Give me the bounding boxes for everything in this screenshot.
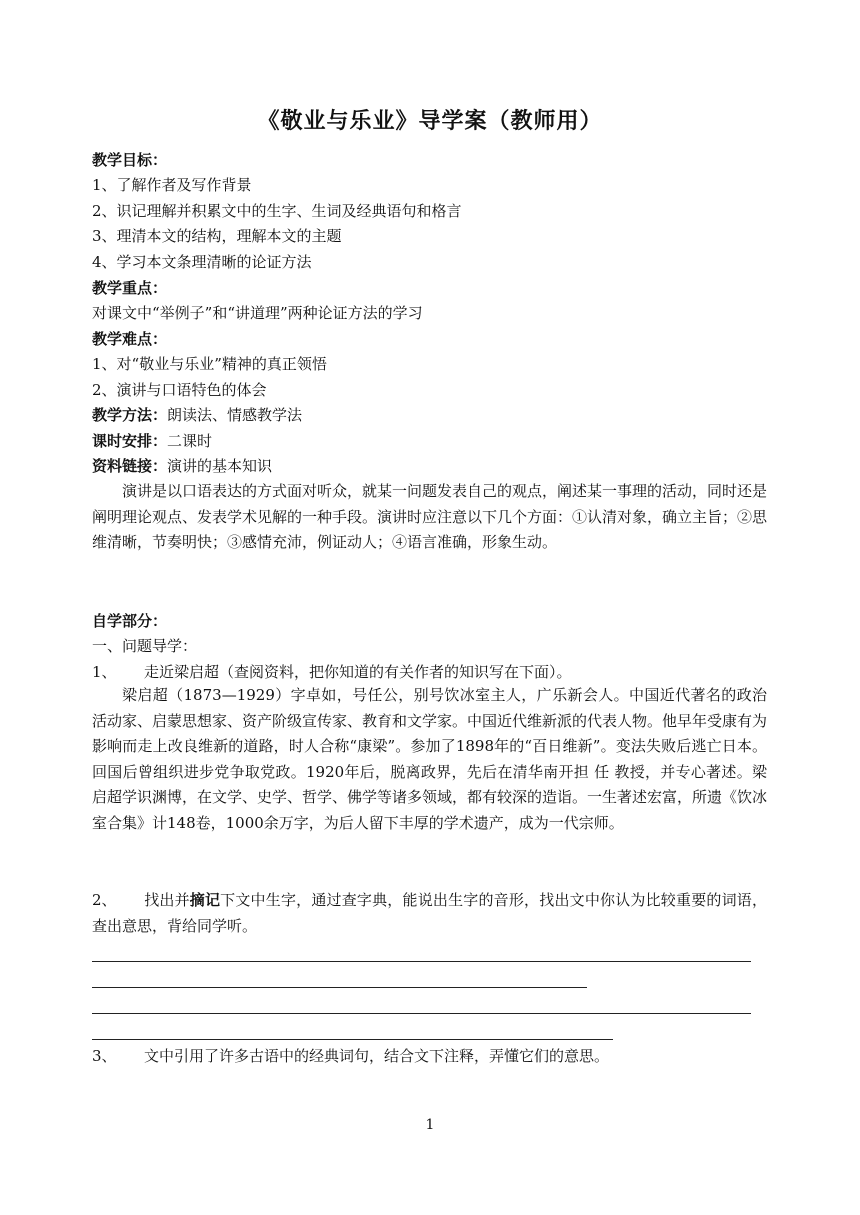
question-1 [92, 662, 572, 682]
page-title: 《敬业与乐业》导学案（教师用） [257, 108, 603, 134]
question-number: 1、 [92, 663, 117, 681]
goal-item: 4、学习本文条理清晰的论证方法 [92, 253, 312, 271]
method-value: 朗读法、情感教学法 [167, 406, 303, 424]
difficulty-item: 1、对“敬业与乐业”精神的真正领悟 [92, 355, 327, 373]
speech-paragraph: 演讲是以口语表达的方式面对听众，就某一问题发表自己的观点，阐述某一事理的活动，同时还是阐明理论观点、发表学术见解的一种手段。演讲时应注意以下几个方面：①认清对象，确立主旨；②思维清晰，节奏明快；③感情充沛，例证动人；④语言准确，形象生动。 [92, 482, 768, 552]
answer-line[interactable] [92, 987, 587, 988]
question-text: 文中引用了许多古语中的经典词句，结合文下注释，弄懂它们的意思。 [144, 1047, 610, 1065]
resource-row [92, 456, 272, 476]
question-text-pre: 找出并 [144, 891, 190, 909]
question-number: 2、 [92, 891, 117, 909]
goal-item: 2、识记理解并积累文中的生字、生词及经典语句和格言 [92, 202, 462, 220]
resource-label: 资料链接： [92, 457, 168, 475]
goal-item: 3、理清本文的结构，理解本文的主题 [92, 227, 342, 245]
difficulty-item: 2、演讲与口语特色的体会 [92, 381, 267, 399]
question-3 [92, 1046, 609, 1066]
page-number: 1 [425, 1117, 435, 1133]
answer-line[interactable] [92, 1013, 751, 1014]
question-text-post: 下文中生字，通过查字典，能说出生字的音形，找出文中你认为比较重要的词语，查出意思，背给同学听。 [92, 891, 767, 935]
schedule-label: 课时安排： [92, 432, 168, 450]
answer-line[interactable] [92, 1039, 613, 1040]
resource-value: 演讲的基本知识 [167, 457, 273, 475]
liang-qichao-paragraph: 梁启超（1873—1929）字卓如，号任公，别号饮冰室主人，广乐新会人。中国近代著名的政治活动家、启蒙思想家、资产阶级宣传家、教育和文学家。中国近代维新派的代表人物。他早年受康有为影响而走上改良维新的道路，时人合称“康梁”。参加了1898年的“百日维新”。变法失败后逃亡日本。回国后曾组织进步党争取党政。1920年后，脱离政界，先后在清华南开担 任 教授，并专心著述。梁启超学识渊博，在文学、史学、哲学、佛学等诸多领域，都有较深的造诣。一生著述宏富，所遗《饮冰室合集》计148卷，1000余万字，为后人留下丰厚的学术遗产，成为一代宗师。 [92, 686, 768, 832]
question-number: 3、 [92, 1047, 117, 1065]
method-row [92, 405, 302, 425]
answer-line[interactable] [92, 961, 751, 962]
difficulty-heading: 教学难点： [92, 330, 168, 348]
schedule-value: 二课时 [167, 432, 213, 450]
method-label: 教学方法： [92, 406, 168, 424]
goal-item: 1、了解作者及写作背景 [92, 176, 252, 194]
focus-heading: 教学重点： [92, 279, 168, 297]
self-study-heading: 自学部分： [92, 612, 168, 630]
schedule-row [92, 431, 212, 451]
goals-heading: 教学目标： [92, 151, 168, 169]
question-text-bold: 摘记 [189, 891, 221, 909]
guide-heading: 一、问题导学： [92, 637, 198, 655]
question-text: 走近梁启超（查阅资料，把你知道的有关作者的知识写在下面）。 [144, 663, 572, 681]
question-2 [92, 888, 767, 939]
focus-text: 对课文中“举例子”和“讲道理”两种论证方法的学习 [92, 304, 423, 322]
